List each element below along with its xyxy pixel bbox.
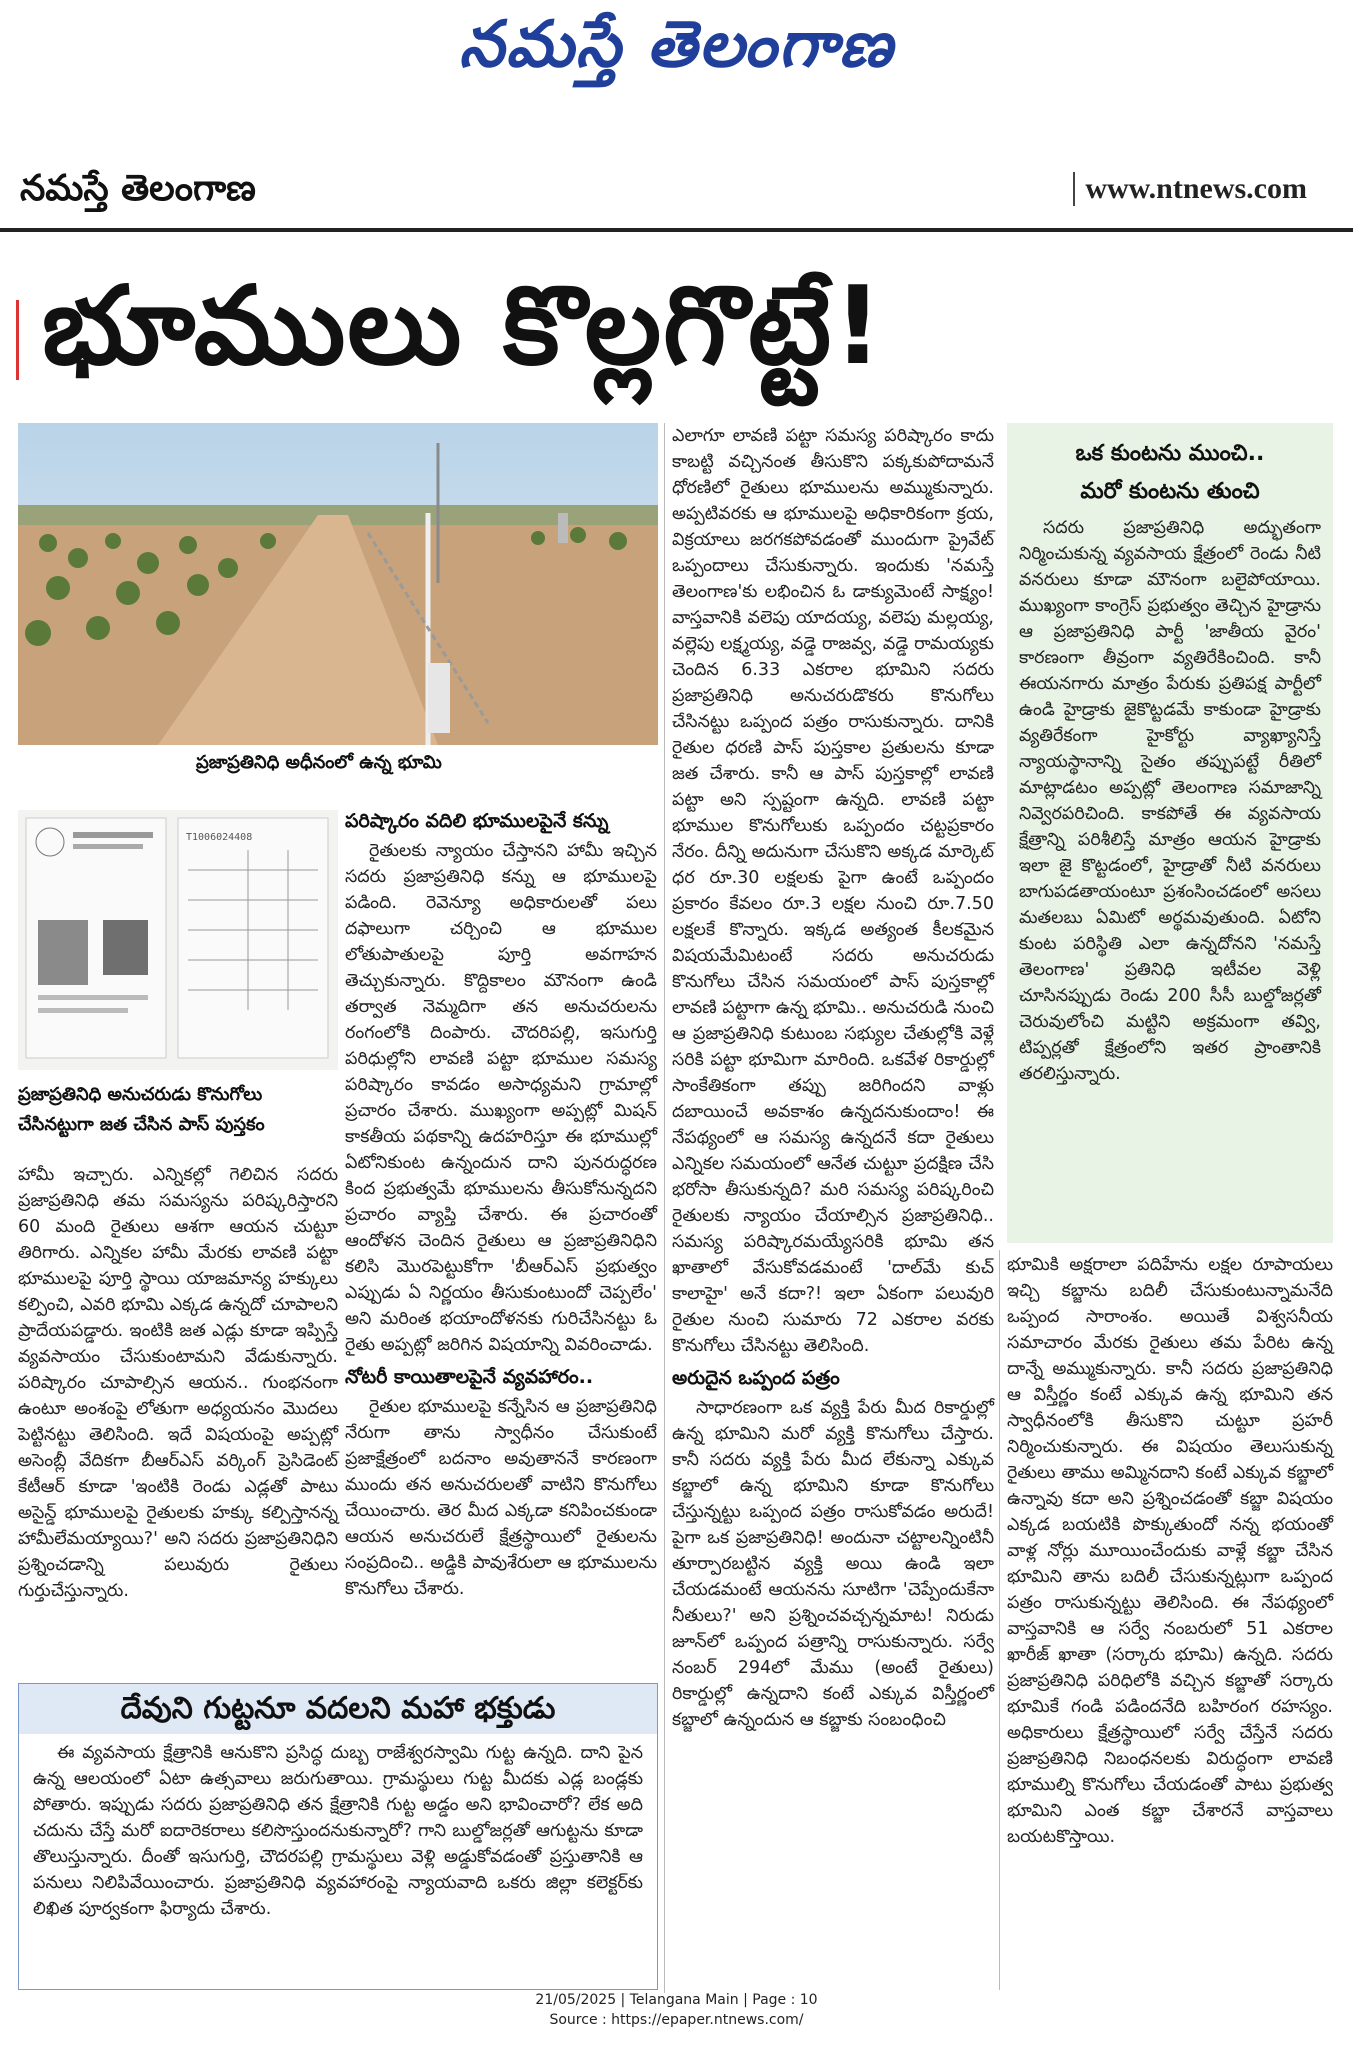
- masthead-logo: నమస్తే తెలంగాణ: [458, 8, 895, 82]
- box-body: [1007, 515, 1333, 1087]
- col2-subheading-1: పరిష్కారం వదిలి భూములపైనే కన్ను: [345, 810, 609, 832]
- red-margin-mark: [0, 300, 19, 380]
- header-rule: [0, 228, 1353, 232]
- col3-paragraph-1: ఎలాగూ లావణి పట్టా సమస్య పరిష్కారం కాదు కాబట్టి వచ్చినంత తీసుకొని పక్కకుపోదామనే ధోరణిలో రైతులు భూములను అమ్ముకున్నారు. అప్పటివరకు ఆ భూములపై అధికారికంగా క్రయ, విక్రయాలు జరగకపోవడంతో ముందుగా ప్రైవేట్ ఒప్పందాలు చేసుకున్నారు. ఇందుకు 'నమస్తే తెలంగాణ'కు లభించిన ఓ డాక్యుమెంటే సాక్ష్యం! వాస్తవానికి వలెపు యాదయ్య, వలెపు మల్లయ్య, వల్లెపు లక్ష్మయ్య, వడ్డె రాజవ్వ, వడ్డె రామయ్యకు చెందిన 6.33 ఎకరాల భూమిని సదరు ప్రజాప్రతినిధి అనుచరుడొకరు కొనుగోలు చేసినట్టు ఒప్పంద పత్రం రాసుకున్నారు. దానికి రైతుల ధరణి పాస్ పుస్తకాల ప్రతులను కూడా జత చేశారు. కానీ ఆ పాస్ పుస్తకాల్లో లావణి పట్టా అని స్పష్టంగా ఉన్నది. లావణి పట్టా భూముల కొనుగోలుకు ఒప్పందం చట్టప్రకారం నేరం. దీన్ని అదునుగా చేసుకొని అక్కడ మార్కెట్ ధర రూ.30 లక్షలకు పైగా ఉంటే ఒప్పందం ప్రకారం కేవలం రూ.3 లక్షల నుంచి రూ.7.50 లక్షలకే కొన్నారు. ఇక్కడ అత్యంత కీలకమైన విషయమేమిటంటే సదరు అనుచరుడు కొనుగోలు చేసిన సమయంలో పాస్ పుస్తకాల్లో లావణి పట్టాగా ఉన్న భూమి.. అనుచరుడి నుంచి ఆ ప్రజాప్రతినిధి కుటుంబ సభ్యుల చేతుల్లోకి వెళ్లే సరికి పట్టా భూమిగా మారింది. ఒకవేళ రికార్డుల్లో సాంకేతికంగా తప్పు జరిగిందని వాళ్లు దబాయించే అవకాశం ఉన్నదనుకుందాం! ఈ నేపథ్యంలో ఆ సమస్య ఉన్నదనే కదా రైతులు ఎన్నికల సమయంలో ఆనేత చుట్టూ ప్రదక్షిణ చేసి భరోసా తీసుకున్నది? మరి సమస్య పరిష్కరించి రైతులకు న్యాయం చేయాల్సిన ప్రజాప్రతినిధి.. సమస్య పరిష్కారమయ్యేసరికి భూమి తన ఖాతాలో వేసుకోవడమంటే 'దాల్‌మే కుచ్ కాలాహై' అనే కదా?! ఇలా ఏకంగా పలువురి రైతుల నుంచి సుమారు 72 ఎకరాల వరకు కొనుగోలు చేసినట్టు తెలిసింది.: [672, 426, 994, 1356]
- col3-paragraph-2: సాధారణంగా ఒక వ్యక్తి పేరు మీద రికార్డుల్లో ఉన్న భూమిని మరో వ్యక్తి కొనుగోలు చేస్తారు. కానీ సదరు వ్యక్తి పేరు మీద లేకున్నా ఎక్కువ కబ్జాలో ఉన్న భూమిని కూడా కొనుగోలు చేస్తున్నట్టు ఒప్పంద పత్రం రాసుకోవడం అరుదే! పైగా ఒక ప్రజాప్రతినిధి! అందునా చట్టాలన్నింటినీ తూర్పారబట్టిన వ్యక్తి అయి ఉండి ఇలా చేయడమంటే ఆయనను సూటిగా 'చెప్పేందుకేనా నీతులు?' అని ప్రశ్నించవచ్చన్నమాట! నిరుడు జూన్‌లో ఒప్పంద పత్రాన్ని రాసుకున్నారు. సర్వే నంబర్ 294లో మేము (అంటే రైతులు) రికార్డుల్లో ఉన్నదాని కంటే ఎక్కువ విస్తీర్ణంలో కబ్జాలో ఉన్నందున ఆ కబ్జాకు సంబంధించి: [672, 1398, 994, 1730]
- website-url[interactable]: www.ntnews.com: [1073, 172, 1307, 206]
- page-footer: [0, 1990, 1353, 2030]
- masthead: [0, 0, 1353, 110]
- col2-paragraph-2: రైతుల భూములపై కన్నేసిన ఆ ప్రజాప్రతినిధి నేరుగా తాను స్వాధీనం చేసుకుంటే ప్రజాక్షేత్రంలో బదనాం అవుతాననే కారణంగా ముందు తన అనుచరులతో వాటిని కొనుగోలు చేయించారు. తెర మీద ఎక్కడా కనిపించకుండా ఆయన అనుచరులే క్షేత్రస్థాయిలో రైతులను సంప్రదించి.. అడ్డికి పావుశేరులా ఆ భూములను కొనుగోలు చేశారు.: [345, 1397, 657, 1599]
- col3-body: [672, 423, 994, 1733]
- col4-body: [1007, 1252, 1333, 1850]
- box-title-1: ఒక కుంటను ముంచి..: [1075, 441, 1265, 466]
- col1-paragraph: హామీ ఇచ్చారు. ఎన్నికల్లో గెలిచిన సదరు ప్రజాప్రతినిధి తమ సమస్యను పరిష్కరిస్తారని 60 మంది రైతులు ఆశగా ఆయన చుట్టూ తిరిగారు. ఎన్నికల హామీ మేరకు లావణి పట్టా భూములపై పూర్తి స్థాయి యాజమాన్య హక్కులు కల్పించి, ఎవరి భూమి ఎక్కడ ఉన్నదో చూపాలని ప్రాదేయపడ్డారు. ఇంటికి జత ఎడ్లు కూడా ఇప్పిస్తే వ్యవసాయం చేసుకుంటామని వేడుకున్నారు. పరిష్కారం చూపాల్సిన ఆయన.. గుంభనంగా ఉంటూ అంశంపై లోతుగా అధ్యయనం మొదలు పెట్టినట్టు తెలిసింది. ఇదే విషయంపై అప్పట్లో అసెంబ్లీ వేదికగా బీఆర్ఎస్ వర్కింగ్ ప్రెసిడెంట్ కేటీఆర్ కూడా 'ఇంటికి రెండు ఎడ్లతో పాటు అసైన్డ్ భూములపై రైతులకు హక్కు కల్పిస్తానన్న హామీలేమయ్యాయి?' అని సదరు ప్రజాప్రతినిధిని ప్రశ్నించడాన్ని పలువురు రైతులు గుర్తుచేస్తున్నారు.: [18, 1165, 338, 1601]
- temple-box-title: దేవుని గుట్టనూ వదలని మహా భక్తుడు: [19, 1684, 657, 1734]
- paper-name: నమస్తే తెలంగాణ: [20, 168, 256, 209]
- sidebar-box: [1007, 423, 1333, 1243]
- field-road-image: [18, 423, 658, 745]
- footer-source[interactable]: Source : https://epaper.ntnews.com/: [549, 2012, 804, 2028]
- column-divider: [664, 423, 665, 1993]
- col2-paragraph-1: రైతులకు న్యాయం చేస్తానని హామీ ఇచ్చిన సదరు ప్రజాప్రతినిధి కన్ను ఆ భూములపై పడింది. రెవెన్యూ అధికారులతో పలు దఫాలుగా చర్చించి ఆ భూముల లోతుపాతులపై పూర్తి అవగాహన తెచ్చుకున్నారు. కొద్దికాలం మౌనంగా ఉండి తర్వాత నెమ్మదిగా తన అనుచరులను రంగంలోకి దింపారు. చౌదరిపల్లి, ఇసుగుర్తి పరిధుల్లోని లావణి పట్టా భూముల సమస్య పరిష్కారం కావడం అసాధ్యమని గ్రామాల్లో ప్రచారం చేశారు. ముఖ్యంగా అప్పట్లో మిషన్ కాకతీయ పథకాన్ని ఉదహరిస్తూ ఈ భూముల్లో ఏటోనికుంట ఉన్నందున దాని పునరుద్ధరణ కింద ప్రభుత్వమే భూములను తీసుకోనున్నదని ప్రచారం వ్యాప్తి చేశారు. ఈ ప్రచారంతో ఆందోళన చెందిన రైతులు ఆ ప్రజాప్రతినిధిని కలిసి మొరపెట్టుకోగా 'బీఆర్ఎస్ ప్రభుత్వం ఎప్పుడు ఏ నిర్ణయం తీసుకుంటుందో చెప్పలేం' అని మరింత భయాందోళనకు గురిచేసినట్టు ఓ రైతు అప్పట్లో జరిగిన విషయాన్ని వివరించాడు.: [345, 841, 657, 1355]
- passbook-image: [18, 810, 338, 1070]
- temple-hill-box: [18, 1683, 658, 1990]
- col2-subheading-2: నోటరీ కాయితాలపైనే వ్యవహారం..: [345, 1366, 594, 1388]
- photo1-caption: ప్రజాప్రతినిధి అధీనంలో ఉన్న భూమి: [196, 752, 442, 773]
- field-photo: [18, 423, 658, 745]
- col1-body: [18, 1162, 338, 1604]
- temple-box-body: [33, 1740, 643, 1922]
- column-divider: [999, 1250, 1000, 1990]
- footer-date-edition: 21/05/2025 | Telangana Main | Page : 10: [535, 1992, 818, 2008]
- passbook-number: T1006024408: [186, 832, 253, 843]
- col4-paragraph: భూమికి అక్షరాలా పదిహేను లక్షల రూపాయలు ఇచ్చి కబ్జాను బదిలీ చేసుకుంటున్నామనేది ఒప్పంద సారాంశం. అయితే విశ్వసనీయ సమాచారం మేరకు రైతులు తమ పేరిట ఉన్న దాన్నే అమ్ముకున్నారు. కానీ సదరు ప్రజాప్రతినిధి ఆ విస్తీర్ణం కంటే ఎక్కువ ఉన్న భూమిని తన స్వాధీనంలోకి తీసుకొని చుట్టూ ప్రహరీ నిర్మించుకున్నారు. ఈ విషయం తెలుసుకున్న రైతులు తాము అమ్మినదాని కంటే ఎక్కువ కబ్జాలో ఉన్నావు కదా అని ప్రశ్నించడంతో కబ్జా విషయం ఎక్కడ బయటికి పొక్కుతుందో నన్న భయంతో వాళ్ల నోర్లు మూయించేందుకు వాళ్లే కబ్జా చేసిన భూమిని తాను బదిలీ చేసుకున్నట్లుగా ఒప్పంద పత్రం రాసుకున్నట్టు తెలిసింది. ఈ నేపథ్యంలో వాస్తవానికి ఆ సర్వే నంబరులో 51 ఎకరాల ఖారీజ్ ఖాతా (సర్కారు భూమి) ఉన్నది. సదరు ప్రజాప్రతినిధి పరిధిలోకి వచ్చిన కబ్జాతో సర్కారు భూమికే గండి పడిందనేది బహిరంగ రహస్యం. అధికారులు క్షేత్రస్థాయిలో సర్వే చేస్తేనే సదరు ప్రజాప్రతినిధి నిబంధనలకు విరుద్ధంగా లావణి భూముల్ని కొనుగోలు చేయడంతో పాటు ప్రభుత్వ భూమిని ఎంత కబ్జా చేశారనే వాస్తవాలు బయటకొస్తాయి.: [1007, 1255, 1333, 1847]
- col3-subheading: అరుదైన ఒప్పంద పత్రం: [672, 1367, 840, 1389]
- col2-body: [345, 802, 657, 1602]
- box-title-2: మరో కుంటను తుంచి: [1080, 479, 1260, 504]
- passbook-photo: [18, 810, 338, 1070]
- box-paragraph: సదరు ప్రజాప్రతినిధి అద్భుతంగా నిర్మించుకున్న వ్యవసాయ క్షేత్రంలో రెండు నీటి వనరులు కూడా మౌనంగా బలైపోయాయి. ముఖ్యంగా కాంగ్రెస్ ప్రభుత్వం తెచ్చిన హైడ్రాను ఆ ప్రజాప్రతినిధి పార్టీ 'జాతీయ వైరం' కారణంగా తీవ్రంగా వ్యతిరేకించింది. కానీ ఈయనగారు మాత్రం పేరుకు ప్రతిపక్ష పార్టీలో ఉండి హైడ్రాకు జైకొట్టడమే కాకుండా హైడ్రాకు వ్యతిరేకంగా హైకోర్టు వ్యాఖ్యానిస్తే న్యాయస్థానాన్ని సైతం తప్పుపట్టే రీతిలో మాట్లాడటం అప్పట్లో తెలంగాణ సమాజాన్ని నివ్వెరపరిచింది. కాకపోతే ఈ వ్యవసాయ క్షేత్రాన్ని పరిశీలిస్తే మాత్రం ఆయన హైడ్రాకు ఇలా జై కొట్టడంలో, హైడ్రాతో నీటి వనరులు బాగుపడతాయంటూ ప్రశంసించడంలో అసలు మతలబు ఏమిటో అర్థమవుతుంది. ఏటోని కుంట పరిస్థితి ఎలా ఉన్నదోనని 'నమస్తే తెలంగాణ' ప్రతినిధి ఇటీవల వెళ్లి చూసినప్పుడు రెండు 200 సీసీ బుల్డోజర్లతో చెరువులోంచి మట్టిని అక్రమంగా తవ్వి, టిప్పర్లతో క్షేత్రంలోని ఇతర ప్రాంతానికి తరలిస్తున్నారు.: [1019, 518, 1321, 1084]
- main-headline: భూములు కొల్లగొట్టే!: [42, 264, 885, 389]
- temple-box-paragraph: ఈ వ్యవసాయ క్షేత్రానికి ఆనుకొని ప్రసిద్ధ దుబ్బ రాజేశ్వరస్వామి గుట్ట ఉన్నది. దాని పైన ఉన్న ఆలయంలో ఏటా ఉత్సవాలు జరుగుతాయి. గ్రామస్థులు గుట్ట మీదకు ఎడ్ల బండ్లకు పోతారు. ఇప్పుడు సదరు ప్రజాప్రతినిధి తన క్షేత్రానికి గుట్ట అడ్డం అని భావించారో? లేక అది చదును చేస్తే మరో ఐదారెకరాలు కలిసొస్తుందనుకున్నారో? గాని బుల్డోజర్లతో ఆగుట్టను కూడా తొలుస్తున్నారు. దీంతో ఇసుగుర్తి, చౌదరపల్లి గ్రామస్థులు వెళ్లి అడ్డుకోవడంతో ప్రస్తుతానికి ఆ పనులు నిలిపివేయించారు. ప్రజాప్రతినిధి వ్యవహారంపై న్యాయవాది ఒకరు జిల్లా కలెక్టర్‌కు లిఖిత పూర్వకంగా ఫిర్యాదు చేశారు.: [33, 1743, 643, 1919]
- photo2-caption: ప్రజాప్రతినిధి అనుచరుడు కొనుగోలు చేసినట్టుగా జత చేసిన పాస్ పుస్తకం: [18, 1084, 265, 1135]
